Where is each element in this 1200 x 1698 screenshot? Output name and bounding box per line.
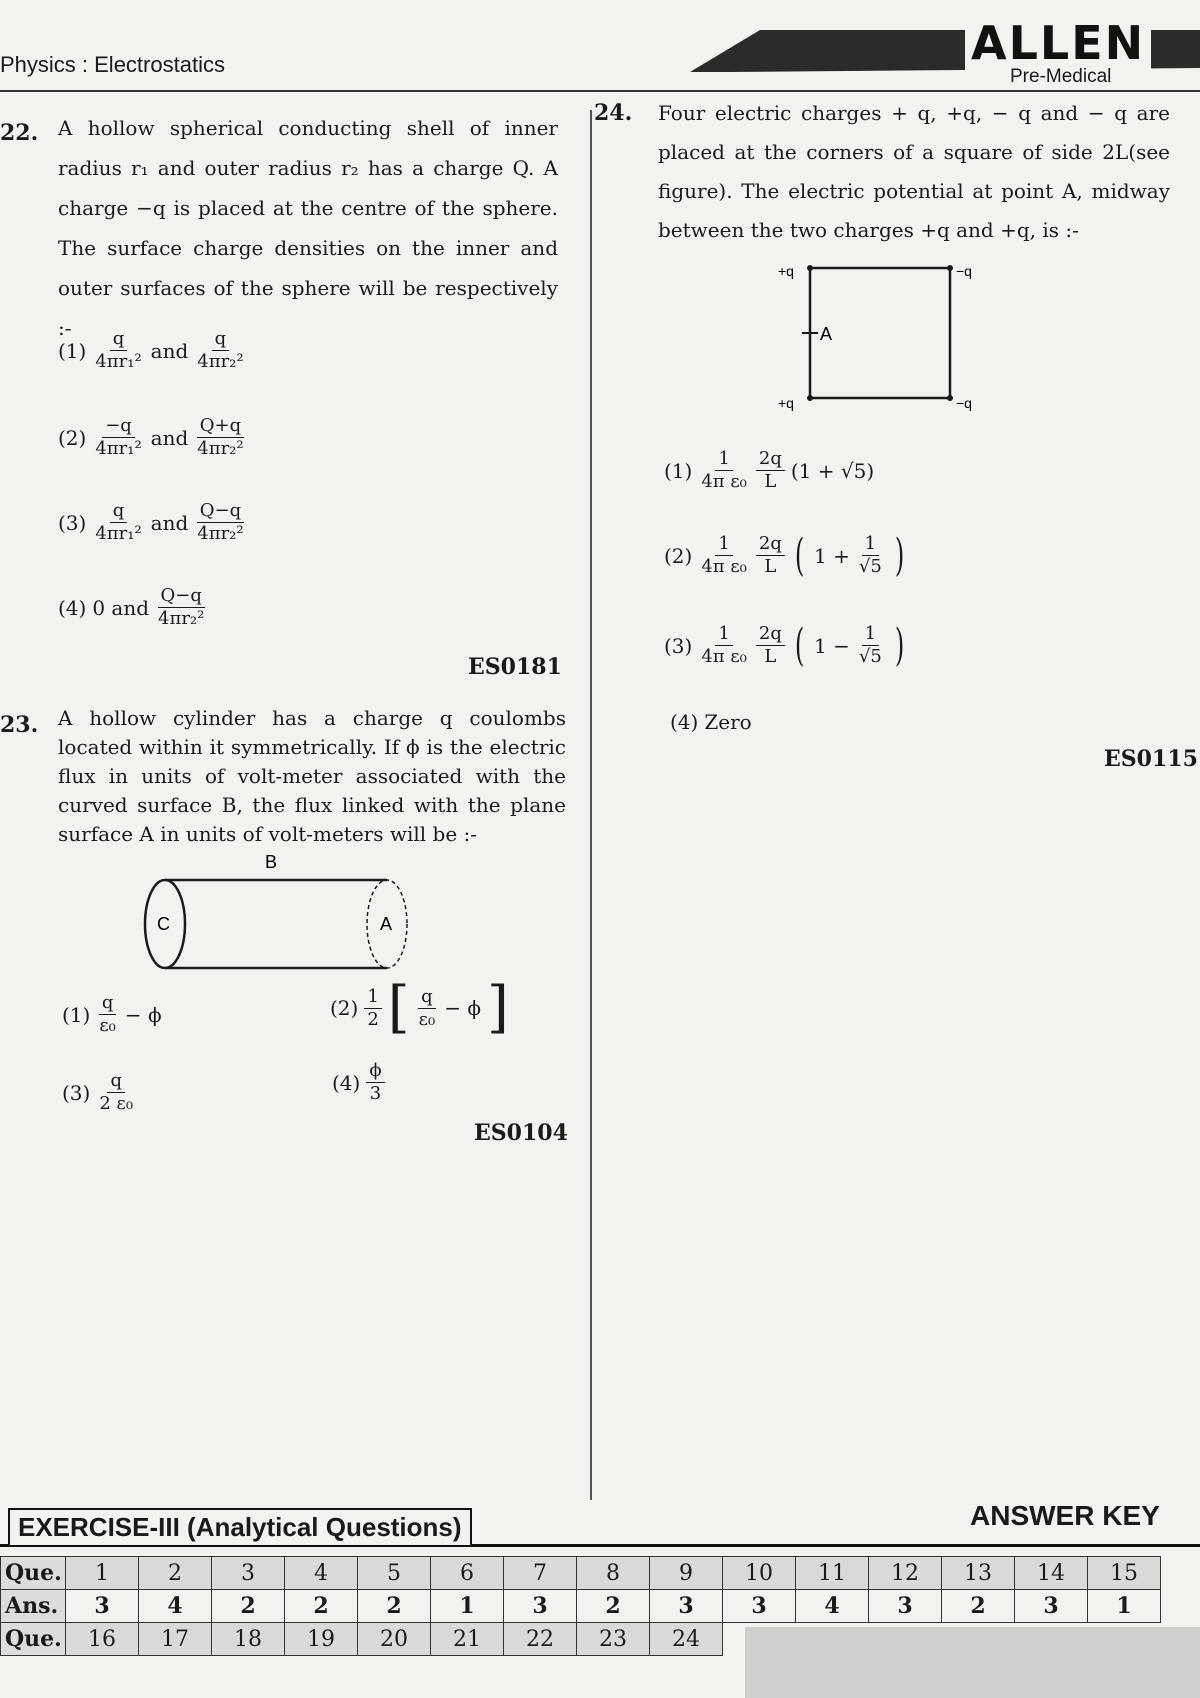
left-paren: ( [794,529,805,581]
joiner: and [150,338,189,363]
charge-bl: +q [778,395,794,411]
table-cell: 2 [358,1590,431,1623]
option-label: (4) [58,595,87,620]
label-a: A [380,914,393,934]
q22-option-1[interactable] [58,328,247,373]
table-cell: 19 [285,1623,358,1656]
fraction: $\frac{q}{\text{ε₀}}$ [418,985,436,1030]
q22-option-2[interactable] [58,415,247,460]
fraction: $\frac{q}{\text{4πr₁²}}$ [95,328,142,372]
joiner: and [150,510,189,535]
header-rule [0,90,1200,92]
fraction: $\frac{Q-q}{\text{4πr₂²}}$ [197,500,244,544]
table-cell: 7 [504,1557,577,1590]
table-cell: 1 [431,1590,504,1623]
q24-code: ES0115 [1104,746,1198,772]
table-cell: 6 [431,1557,504,1590]
q22-code: ES0181 [468,654,562,680]
table-cell: 22 [504,1623,577,1656]
table-cell: 3 [212,1557,285,1590]
q24-option-2[interactable] [664,529,908,581]
table-cell: 17 [139,1623,212,1656]
charge-br: −q [956,395,972,411]
fraction: $\frac{q}{\text{ε₀}}$ [99,992,116,1036]
table-cell: 2 [942,1590,1015,1623]
fraction: $\frac{1}{\text{4π ε₀}}$ [701,533,747,577]
right-bracket: ] [486,975,509,1040]
q24-option-1[interactable] [664,448,874,493]
option-label: (3) [664,633,693,658]
q22-text: A hollow spherical conducting shell of inner radius r₁ and outer radius r₂ has a charge Q. A charge −q is placed at the centre of the sphere. The surface charge densities on the inner and outer surfaces of the sphere will be respectively :- [58,116,558,340]
fraction: $\frac{2q}{L}$ [756,448,785,493]
square-figure [770,258,1000,418]
row-header: Ans. [1,1590,66,1623]
q22-number: 22. [0,120,39,146]
charge-tr: −q [956,263,972,279]
joiner: and [150,425,189,450]
q23-option-3[interactable] [62,1070,136,1115]
q23-option-2[interactable] [330,975,509,1040]
option-label: (1) [664,458,693,483]
table-cell: 21 [431,1623,504,1656]
q23-option-4[interactable] [332,1060,385,1105]
option-lead: 1 − [814,633,850,658]
table-cell: 3 [869,1590,942,1623]
table-cell: 3 [504,1590,577,1623]
fraction: $\frac{-q}{\text{4πr₁²}}$ [95,415,142,459]
fraction: $\frac{q}{\text{4πr₁²}}$ [95,500,142,544]
page-subject: Physics : Electrostatics [0,52,225,77]
option-tail: − ϕ [124,1002,162,1027]
left-bracket: [ [387,975,410,1040]
option-label: (4) [332,1070,361,1095]
option-tail: − ϕ [444,996,481,1020]
fraction: $\frac{1}{√5}$ [858,533,882,577]
table-cell: 2 [139,1557,212,1590]
table-cell: 23 [577,1623,650,1656]
table-cell: 2 [285,1590,358,1623]
option-label: (4) [670,710,699,734]
brand-subtitle: Pre-Medical [1010,66,1112,87]
table-cell: 11 [796,1557,869,1590]
table-cell: 3 [723,1590,796,1623]
label-b: B [265,852,278,872]
option-label: (3) [58,510,87,535]
fraction: $\frac{1}{√5}$ [858,623,882,667]
brand-logo: ALLEN [965,16,1151,70]
table-cell: 18 [212,1623,285,1656]
fraction: $\frac{2q}{L}$ [756,533,785,578]
q24-number: 24. [594,100,633,126]
table-cell: 16 [66,1623,139,1656]
q24-text: Four electric charges + q, +q, − q and − q are placed at the corners of a square of side 2L(see figure). The electric potential at point A, midway between the two charges +q and +q, is :- [658,101,1170,242]
q23-number: 23. [0,712,39,738]
table-cell: 14 [1015,1557,1088,1590]
option-label: (2) [664,543,693,568]
exercise-title: EXERCISE-III (Analytical Questions) [8,1508,472,1547]
table-cell: 3 [66,1590,139,1623]
table-row [1,1557,1161,1590]
option-label: (1) [62,1002,91,1027]
table-cell: 1 [66,1557,139,1590]
table-cell: 2 [577,1590,650,1623]
answer-key-table [0,1556,1161,1656]
option-label: (3) [62,1080,91,1105]
cylinder-figure [140,852,420,972]
option-label: (2) [330,996,359,1020]
right-paren: ) [894,529,905,581]
table-cell: 20 [358,1623,431,1656]
table-cell: 3 [650,1590,723,1623]
option-lead: 1 + [814,543,850,568]
table-cell: 2 [212,1590,285,1623]
left-paren: ( [794,619,805,671]
fraction: $\frac{\phi}{3}$ [366,1060,384,1105]
table-cell: 9 [650,1557,723,1590]
label-c: C [157,914,170,934]
fraction: $\frac{2q}{L}$ [756,623,785,668]
table-cell: 24 [650,1623,723,1656]
charge-tl: +q [778,263,794,279]
option-label: (1) [58,338,87,363]
option-prefix: 0 and [92,595,150,620]
fraction: $\frac{1}{\text{4π ε₀}}$ [701,623,747,667]
option-text: Zero [704,710,752,734]
table-cell: 4 [285,1557,358,1590]
q24-option-4[interactable] [670,710,752,734]
table-cell: 8 [577,1557,650,1590]
fraction: $\frac{q}{\text{2 ε₀}}$ [99,1070,134,1114]
table-cell: 1 [1088,1590,1161,1623]
right-paren: ) [894,619,905,671]
option-bracket: (1 + √5) [790,458,875,483]
table-row [1,1590,1161,1623]
answer-key-title: ANSWER KEY [970,1500,1160,1531]
table-cell: 3 [1015,1590,1088,1623]
q24-option-3[interactable] [664,619,908,671]
q23-text: A hollow cylinder has a charge q coulombs located within it symmetrically. If ϕ is the electric flux in units of volt-meter associated with the curved surface B, the flux linked with the plane surface A in units of volt-meters will be :- [58,706,566,846]
table-cell: 12 [869,1557,942,1590]
column-divider [590,110,592,1500]
row-header: Que. [1,1557,66,1590]
table-cell: 4 [796,1590,869,1623]
table-cell: 15 [1088,1557,1161,1590]
table-row [1,1623,1161,1656]
q23-code: ES0104 [474,1120,568,1146]
fraction: $\frac{Q+q}{\text{4πr₂²}}$ [197,415,244,459]
q22-option-4[interactable] [58,585,207,630]
row-header: Que. [1,1623,66,1656]
fraction: $\frac{1}{\text{4π ε₀}}$ [701,448,747,492]
fraction: $\frac{q}{\text{4πr₂²}}$ [197,328,244,372]
table-cell: 5 [358,1557,431,1590]
q23-option-1[interactable] [62,992,162,1037]
point-a: A [820,324,833,344]
fraction: $\frac{Q-q}{\text{4πr₂²}}$ [158,585,205,629]
option-label: (2) [58,425,87,450]
table-cell: 13 [942,1557,1015,1590]
table-cell: 10 [723,1557,796,1590]
q22-option-3[interactable] [58,500,247,545]
fraction: $\frac{1}{2}$ [364,986,381,1031]
table-cell: 4 [139,1590,212,1623]
